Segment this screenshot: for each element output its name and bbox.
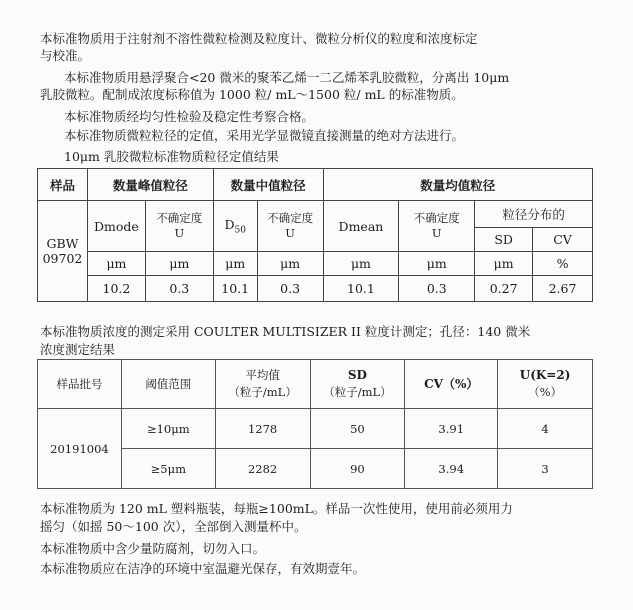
uncertainty-symbol: U	[285, 226, 295, 240]
uncertainty-symbol: U	[174, 226, 185, 240]
cv-label: CV	[533, 228, 593, 252]
sample-name-line2: 09702	[42, 251, 83, 266]
cv-label: CV（%）	[424, 376, 479, 391]
uncertainty-cell-3	[399, 201, 475, 252]
particle-size-table	[37, 168, 593, 302]
sample-name-cell	[38, 201, 88, 302]
intro-paragraph-1: 本标准物质用于注射剂不溶性微粒检测及粒度计、微粒分析仪的粒度和浓度标定	[40, 31, 478, 46]
d50-subscript: 50	[234, 225, 246, 236]
cv-cell: 3.91	[405, 409, 498, 449]
header-sd	[310, 360, 405, 409]
batch-number: 20191004	[38, 409, 122, 489]
unit-cell: μm	[475, 252, 533, 276]
intro-paragraph-1-cont: 与校准。	[40, 48, 91, 63]
range-cell: ≥5μm	[121, 449, 215, 489]
u-label: U(K=2)	[519, 368, 571, 382]
sd-unit: （粒子/mL）	[323, 385, 392, 399]
intro-paragraph-4: 本标准物质微粒粒径的定值，采用光学显微镜直接测量的绝对方法进行。	[64, 128, 465, 143]
header-average	[215, 360, 310, 409]
average-cell: 1278	[215, 409, 310, 449]
u-cell: 4	[498, 409, 593, 449]
uncertainty-symbol: U	[431, 226, 442, 240]
header-cv	[405, 360, 498, 409]
value-cv: 2.67	[533, 276, 593, 302]
header-expanded-uncertainty	[498, 360, 593, 409]
concentration-table	[37, 359, 593, 489]
range-cell: ≥10μm	[121, 409, 215, 449]
concentration-caption: 浓度测定结果	[40, 342, 116, 357]
u-cell: 3	[498, 449, 593, 489]
header-range: 阈值范围	[121, 360, 215, 409]
uncertainty-cell-2	[257, 201, 323, 252]
dmode-label: Dmode	[87, 201, 145, 252]
intro-paragraph-3: 本标准物质经均匀性检验及稳定性考察合格。	[64, 109, 315, 124]
header-peak-size: 数量峰值粒径	[87, 169, 213, 201]
uncertainty-label: 不确定度	[156, 211, 203, 225]
unit-cell: μm	[323, 252, 399, 276]
value-dmean: 10.1	[323, 276, 399, 302]
packaging-text-cont: 摇匀（如摇 50～100 次），全部倒入测量杯中。	[40, 519, 307, 534]
value-u-d50: 0.3	[257, 276, 323, 302]
sd-cell: 50	[310, 409, 405, 449]
u-unit: （%）	[528, 385, 563, 399]
value-u-dmean: 0.3	[399, 276, 475, 302]
value-sd: 0.27	[475, 276, 533, 302]
cv-cell: 3.94	[405, 449, 498, 489]
intro-paragraph-2: 本标准物质用悬浮聚合<20 微米的聚苯乙烯一二乙烯苯乳胶微粒，分离出 10μm	[64, 70, 510, 85]
uncertainty-label: 不确定度	[413, 211, 460, 225]
preservative-warning: 本标准物质中含少量防腐剂，切勿入口。	[40, 541, 266, 556]
header-sample: 样品	[38, 169, 88, 201]
unit-cell: μm	[145, 252, 213, 276]
concentration-method-text: 本标准物质浓度的测定采用 COULTER MULTISIZER II 粒度计测定；孔径：140 微米	[40, 324, 531, 339]
value-d50: 10.1	[213, 276, 257, 302]
unit-cell: μm	[399, 252, 475, 276]
storage-note: 本标准物质应在洁净的环境中室温避光保存，有效期壹年。	[40, 561, 366, 576]
table1-caption: 10μm 乳胶微粒标准物质粒径定值结果	[64, 149, 279, 164]
average-label: 平均值	[245, 368, 280, 382]
packaging-text: 本标准物质为 120 mL 塑料瓶装，每瓶≥100mL。样品一次性使用，使用前必须用力	[40, 501, 513, 516]
header-median-size: 数量中值粒径	[213, 169, 323, 201]
sd-cell: 90	[310, 449, 405, 489]
intro-paragraph-2-cont: 乳胶微粒。配制成浓度标称值为 1000 粒/ mL～1500 粒/ mL 的标准物质。	[40, 87, 464, 102]
value-u-dmode: 0.3	[145, 276, 213, 302]
unit-cell: μm	[87, 252, 145, 276]
average-unit: （粒子/mL）	[228, 385, 297, 399]
sample-name-line1: GBW	[46, 236, 79, 251]
uncertainty-cell-1	[145, 201, 213, 252]
dmean-label: Dmean	[323, 201, 399, 252]
average-cell: 2282	[215, 449, 310, 489]
sd-label: SD	[475, 228, 533, 252]
unit-cell: μm	[257, 252, 323, 276]
header-mean-size: 数量均值粒径	[323, 169, 593, 201]
value-dmode: 10.2	[87, 276, 145, 302]
unit-cell: μm	[213, 252, 257, 276]
d50-label	[213, 201, 257, 252]
sd-label: SD	[347, 368, 367, 382]
uncertainty-label: 不确定度	[267, 211, 314, 225]
d50-main: D	[224, 216, 235, 232]
distribution-label: 粒径分布的	[475, 201, 593, 228]
header-batch: 样品批号	[38, 360, 122, 409]
unit-cell: %	[533, 252, 593, 276]
